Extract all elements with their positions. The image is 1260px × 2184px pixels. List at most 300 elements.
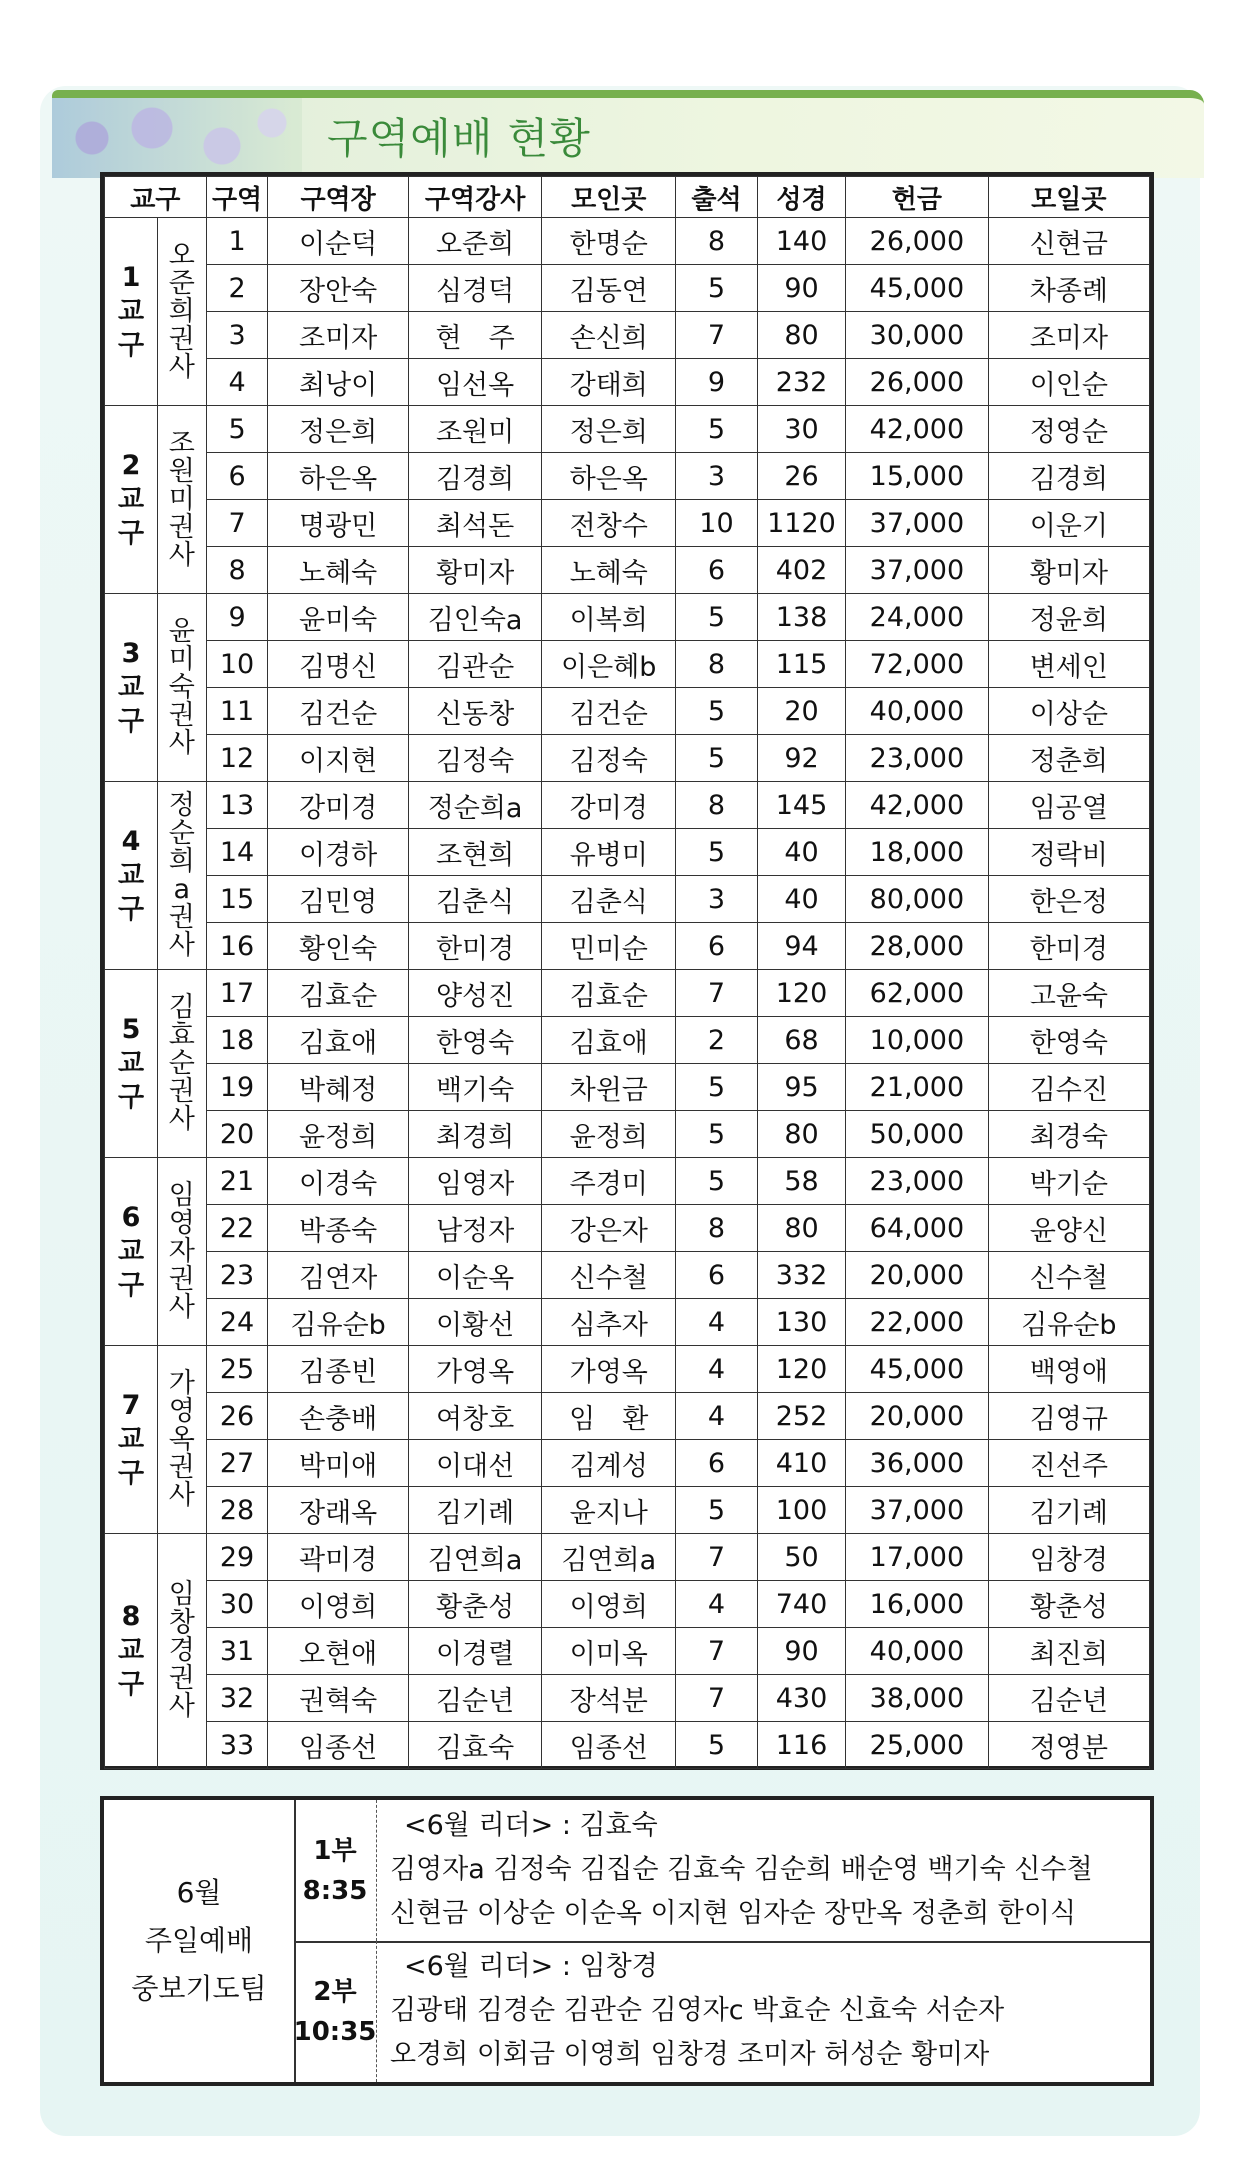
instructor: 황미자 xyxy=(408,547,542,594)
table-row xyxy=(105,782,1150,829)
offering: 62,000 xyxy=(846,970,988,1017)
bible-count: 430 xyxy=(757,1675,845,1722)
offering: 45,000 xyxy=(846,265,988,312)
zone-number: 29 xyxy=(206,1534,268,1581)
table-row xyxy=(105,1581,1150,1628)
attendance: 8 xyxy=(676,218,758,265)
zone-leader: 오현애 xyxy=(268,1628,408,1675)
attendance: 4 xyxy=(676,1346,758,1393)
met-place: 김계성 xyxy=(542,1440,676,1487)
zone-number: 8 xyxy=(206,547,268,594)
zone-number: 24 xyxy=(206,1299,268,1346)
instructor: 조현희 xyxy=(408,829,542,876)
zone-number: 2 xyxy=(206,265,268,312)
header-zone: 구역 xyxy=(206,177,268,218)
next-place: 황춘성 xyxy=(988,1581,1149,1628)
district-leader xyxy=(158,1534,207,1769)
zone-leader: 하은옥 xyxy=(268,453,408,500)
district-leader xyxy=(158,970,207,1158)
table-row xyxy=(105,1158,1150,1205)
district-name-text: 5교구 xyxy=(117,1013,145,1113)
zone-number: 22 xyxy=(206,1205,268,1252)
instructor: 한미경 xyxy=(408,923,542,970)
instructor: 가영옥 xyxy=(408,1346,542,1393)
offering: 23,000 xyxy=(846,1158,988,1205)
table-row xyxy=(105,829,1150,876)
zone-leader: 노혜숙 xyxy=(268,547,408,594)
district-leader-text: 임창경 권사 xyxy=(168,1579,195,1722)
bible-count: 115 xyxy=(757,641,845,688)
zone-leader: 윤정희 xyxy=(268,1111,408,1158)
next-place: 정영순 xyxy=(988,406,1149,453)
next-place: 임창경 xyxy=(988,1534,1149,1581)
zone-number: 3 xyxy=(206,312,268,359)
zone-leader: 권혁숙 xyxy=(268,1675,408,1722)
member-line: 김영자a 김정숙 김집순 김효숙 김순희 배순영 백기숙 신수철 xyxy=(390,1854,1093,1885)
table-row xyxy=(105,312,1150,359)
next-place: 김기례 xyxy=(988,1487,1149,1534)
met-place: 김연희a xyxy=(542,1534,676,1581)
table-row xyxy=(105,970,1150,1017)
zone-number: 17 xyxy=(206,970,268,1017)
member-line: 오경희 이회금 이영희 임창경 조미자 허성순 황미자 xyxy=(390,2039,990,2070)
bible-count: 130 xyxy=(757,1299,845,1346)
next-place: 김영규 xyxy=(988,1393,1149,1440)
table-row xyxy=(105,923,1150,970)
zone-number: 14 xyxy=(206,829,268,876)
label-line: 중보기도팀 xyxy=(131,1972,267,2005)
attendance-table xyxy=(104,176,1150,1769)
table-row xyxy=(105,1440,1150,1487)
service-clock: 10:35 xyxy=(293,2016,377,2047)
district-name xyxy=(105,1534,158,1769)
zone-number: 33 xyxy=(206,1722,268,1769)
next-place: 정춘희 xyxy=(988,735,1149,782)
next-place: 김수진 xyxy=(988,1064,1149,1111)
next-place: 김유순b xyxy=(988,1299,1149,1346)
table-row xyxy=(105,735,1150,782)
bible-count: 140 xyxy=(757,218,845,265)
table-row xyxy=(105,1299,1150,1346)
header-bible: 성경 xyxy=(757,177,845,218)
offering: 18,000 xyxy=(846,829,988,876)
next-place: 신현금 xyxy=(988,218,1149,265)
attendance: 5 xyxy=(676,1064,758,1111)
zone-leader: 박종숙 xyxy=(268,1205,408,1252)
met-place: 강태희 xyxy=(542,359,676,406)
offering: 24,000 xyxy=(846,594,988,641)
attendance: 6 xyxy=(676,923,758,970)
instructor: 김연희a xyxy=(408,1534,542,1581)
met-place: 손신희 xyxy=(542,312,676,359)
zone-leader: 이영희 xyxy=(268,1581,408,1628)
offering: 45,000 xyxy=(846,1346,988,1393)
zone-leader: 임종선 xyxy=(268,1722,408,1769)
district-leader xyxy=(158,406,207,594)
met-place: 하은옥 xyxy=(542,453,676,500)
zone-number: 4 xyxy=(206,359,268,406)
attendance: 3 xyxy=(676,876,758,923)
zone-leader: 장안숙 xyxy=(268,265,408,312)
zone-number: 28 xyxy=(206,1487,268,1534)
attendance: 4 xyxy=(676,1299,758,1346)
bible-count: 138 xyxy=(757,594,845,641)
district-leader-text: 김효순 권사 xyxy=(168,991,195,1135)
table-row xyxy=(105,500,1150,547)
table-row xyxy=(105,1393,1150,1440)
service-leader: <6월 리더> : 김효숙 xyxy=(404,1810,658,1841)
instructor: 심경덕 xyxy=(408,265,542,312)
bible-count: 402 xyxy=(757,547,845,594)
header-offering: 헌금 xyxy=(846,177,988,218)
zone-number: 26 xyxy=(206,1393,268,1440)
table-row xyxy=(105,359,1150,406)
offering: 40,000 xyxy=(846,688,988,735)
district-name-text: 3교구 xyxy=(117,637,145,737)
district-leader-text: 오준희 권사 xyxy=(168,239,195,383)
zone-number: 10 xyxy=(206,641,268,688)
table-row xyxy=(105,1722,1150,1769)
service-time xyxy=(294,1800,377,1941)
met-place: 이복희 xyxy=(542,594,676,641)
table-row xyxy=(105,1111,1150,1158)
offering: 37,000 xyxy=(846,547,988,594)
met-place: 임종선 xyxy=(542,1722,676,1769)
table-row xyxy=(105,1487,1150,1534)
instructor: 임선옥 xyxy=(408,359,542,406)
table-row xyxy=(105,406,1150,453)
bible-count: 50 xyxy=(757,1534,845,1581)
header-next-place: 모일곳 xyxy=(988,177,1149,218)
zone-number: 1 xyxy=(206,218,268,265)
district-name-text: 1교구 xyxy=(117,261,145,361)
service-members xyxy=(390,1945,1142,2077)
zone-number: 18 xyxy=(206,1017,268,1064)
instructor: 김인숙a xyxy=(408,594,542,641)
zone-leader: 김유순b xyxy=(268,1299,408,1346)
met-place: 이영희 xyxy=(542,1581,676,1628)
zone-leader: 이순덕 xyxy=(268,218,408,265)
header-attendance: 출석 xyxy=(676,177,758,218)
next-place: 한영숙 xyxy=(988,1017,1149,1064)
offering: 42,000 xyxy=(846,782,988,829)
offering: 36,000 xyxy=(846,1440,988,1487)
offering: 37,000 xyxy=(846,500,988,547)
bible-count: 92 xyxy=(757,735,845,782)
attendance: 6 xyxy=(676,1252,758,1299)
attendance: 5 xyxy=(676,1158,758,1205)
zone-leader: 김종빈 xyxy=(268,1346,408,1393)
zone-leader: 김건순 xyxy=(268,688,408,735)
district-name xyxy=(105,782,158,970)
instructor: 김관순 xyxy=(408,641,542,688)
zone-leader: 김효애 xyxy=(268,1017,408,1064)
attendance: 9 xyxy=(676,359,758,406)
offering: 15,000 xyxy=(846,453,988,500)
attendance: 5 xyxy=(676,1111,758,1158)
offering: 23,000 xyxy=(846,735,988,782)
title-banner xyxy=(52,90,1204,178)
instructor: 오준희 xyxy=(408,218,542,265)
zone-leader: 명광민 xyxy=(268,500,408,547)
met-place: 가영옥 xyxy=(542,1346,676,1393)
bible-count: 80 xyxy=(757,1205,845,1252)
attendance: 5 xyxy=(676,1722,758,1769)
zone-leader: 조미자 xyxy=(268,312,408,359)
zone-leader: 윤미숙 xyxy=(268,594,408,641)
zone-leader: 이지현 xyxy=(268,735,408,782)
instructor: 정순희a xyxy=(408,782,542,829)
zone-leader: 김효순 xyxy=(268,970,408,1017)
instructor: 현 주 xyxy=(408,312,542,359)
table-row xyxy=(105,1628,1150,1675)
zone-leader: 정은희 xyxy=(268,406,408,453)
zone-leader: 이경하 xyxy=(268,829,408,876)
attendance: 4 xyxy=(676,1581,758,1628)
district-leader-text: 정순희a 권사 xyxy=(168,789,195,961)
instructor: 신동창 xyxy=(408,688,542,735)
district-name-text: 8교구 xyxy=(117,1601,145,1700)
bible-count: 145 xyxy=(757,782,845,829)
attendance: 7 xyxy=(676,1534,758,1581)
met-place: 주경미 xyxy=(542,1158,676,1205)
header-met-place: 모인곳 xyxy=(542,177,676,218)
table-row xyxy=(105,1064,1150,1111)
attendance-table-container xyxy=(100,172,1154,1770)
offering: 10,000 xyxy=(846,1017,988,1064)
next-place: 박기순 xyxy=(988,1158,1149,1205)
offering: 38,000 xyxy=(846,1675,988,1722)
attendance: 5 xyxy=(676,1487,758,1534)
district-leader xyxy=(158,1158,207,1346)
met-place: 김건순 xyxy=(542,688,676,735)
page-title: 구역예배 현황 xyxy=(327,114,591,163)
attendance: 8 xyxy=(676,782,758,829)
instructor: 여창호 xyxy=(408,1393,542,1440)
zone-number: 31 xyxy=(206,1628,268,1675)
next-place: 임공열 xyxy=(988,782,1149,829)
bible-count: 120 xyxy=(757,970,845,1017)
zone-leader: 최낭이 xyxy=(268,359,408,406)
table-row xyxy=(105,1252,1150,1299)
table-row xyxy=(105,1534,1150,1581)
district-leader xyxy=(158,1346,207,1534)
table-header-row xyxy=(105,177,1150,218)
service-part: 1부 xyxy=(313,1835,357,1866)
instructor: 최경희 xyxy=(408,1111,542,1158)
instructor: 김효숙 xyxy=(408,1722,542,1769)
attendance: 6 xyxy=(676,1440,758,1487)
offering: 37,000 xyxy=(846,1487,988,1534)
offering: 40,000 xyxy=(846,1628,988,1675)
next-place: 한미경 xyxy=(988,923,1149,970)
instructor: 김정숙 xyxy=(408,735,542,782)
zone-leader: 황인숙 xyxy=(268,923,408,970)
bible-count: 332 xyxy=(757,1252,845,1299)
offering: 28,000 xyxy=(846,923,988,970)
next-place: 조미자 xyxy=(988,312,1149,359)
attendance: 5 xyxy=(676,829,758,876)
zone-number: 13 xyxy=(206,782,268,829)
prayer-team-label xyxy=(104,1800,296,2082)
zone-leader: 강미경 xyxy=(268,782,408,829)
bible-count: 20 xyxy=(757,688,845,735)
service-members xyxy=(390,1804,1142,1936)
attendance: 5 xyxy=(676,735,758,782)
zone-number: 5 xyxy=(206,406,268,453)
instructor: 양성진 xyxy=(408,970,542,1017)
attendance: 10 xyxy=(676,500,758,547)
next-place: 진선주 xyxy=(988,1440,1149,1487)
bible-count: 26 xyxy=(757,453,845,500)
district-name xyxy=(105,970,158,1158)
next-place: 황미자 xyxy=(988,547,1149,594)
instructor: 임영자 xyxy=(408,1158,542,1205)
attendance: 4 xyxy=(676,1393,758,1440)
instructor: 이대선 xyxy=(408,1440,542,1487)
district-leader xyxy=(158,218,207,406)
bible-count: 232 xyxy=(757,359,845,406)
attendance: 7 xyxy=(676,1628,758,1675)
district-name xyxy=(105,1158,158,1346)
bible-count: 90 xyxy=(757,1628,845,1675)
next-place: 차종례 xyxy=(988,265,1149,312)
met-place: 김동연 xyxy=(542,265,676,312)
district-name xyxy=(105,218,158,406)
zone-leader: 박혜정 xyxy=(268,1064,408,1111)
met-place: 김정숙 xyxy=(542,735,676,782)
district-name-text: 7교구 xyxy=(117,1389,145,1489)
offering: 20,000 xyxy=(846,1252,988,1299)
table-row xyxy=(105,1017,1150,1064)
zone-leader: 이경숙 xyxy=(268,1158,408,1205)
bible-count: 120 xyxy=(757,1346,845,1393)
offering: 25,000 xyxy=(846,1722,988,1769)
zone-number: 27 xyxy=(206,1440,268,1487)
zone-number: 15 xyxy=(206,876,268,923)
bible-count: 90 xyxy=(757,265,845,312)
zone-number: 11 xyxy=(206,688,268,735)
attendance: 5 xyxy=(676,406,758,453)
attendance: 5 xyxy=(676,688,758,735)
district-leader-text: 가영옥 권사 xyxy=(168,1367,195,1511)
zone-number: 30 xyxy=(206,1581,268,1628)
offering: 21,000 xyxy=(846,1064,988,1111)
offering: 26,000 xyxy=(846,359,988,406)
table-row xyxy=(105,688,1150,735)
flower-decoration xyxy=(52,98,302,178)
table-row xyxy=(105,594,1150,641)
table-row xyxy=(105,1675,1150,1722)
met-place: 강은자 xyxy=(542,1205,676,1252)
service-clock: 8:35 xyxy=(302,1875,368,1906)
next-place: 이운기 xyxy=(988,500,1149,547)
met-place: 심추자 xyxy=(542,1299,676,1346)
instructor: 김순년 xyxy=(408,1675,542,1722)
met-place: 정은희 xyxy=(542,406,676,453)
table-row xyxy=(105,641,1150,688)
zone-number: 25 xyxy=(206,1346,268,1393)
next-place: 한은정 xyxy=(988,876,1149,923)
zone-leader: 김명신 xyxy=(268,641,408,688)
next-place: 이상순 xyxy=(988,688,1149,735)
bible-count: 30 xyxy=(757,406,845,453)
met-place: 윤정희 xyxy=(542,1111,676,1158)
bible-count: 40 xyxy=(757,876,845,923)
offering: 64,000 xyxy=(846,1205,988,1252)
attendance: 7 xyxy=(676,312,758,359)
service-leader: <6월 리더> : 임창경 xyxy=(404,1951,658,1982)
met-place: 임 환 xyxy=(542,1393,676,1440)
bible-count: 740 xyxy=(757,1581,845,1628)
met-place: 노혜숙 xyxy=(542,547,676,594)
table-row xyxy=(105,876,1150,923)
bible-count: 100 xyxy=(757,1487,845,1534)
zone-leader: 김민영 xyxy=(268,876,408,923)
zone-leader: 장래옥 xyxy=(268,1487,408,1534)
instructor: 조원미 xyxy=(408,406,542,453)
service-part: 2부 xyxy=(313,1976,357,2007)
district-leader-text: 윤미숙 권사 xyxy=(168,615,195,759)
offering: 80,000 xyxy=(846,876,988,923)
table-row xyxy=(105,1205,1150,1252)
next-place: 정영분 xyxy=(988,1722,1149,1769)
met-place: 윤지나 xyxy=(542,1487,676,1534)
instructor: 황춘성 xyxy=(408,1581,542,1628)
district-name-text: 6교구 xyxy=(117,1201,145,1301)
table-row xyxy=(105,265,1150,312)
district-name-text: 2교구 xyxy=(117,449,145,549)
district-name xyxy=(105,594,158,782)
attendance: 7 xyxy=(676,1675,758,1722)
met-place: 유병미 xyxy=(542,829,676,876)
next-place: 윤양신 xyxy=(988,1205,1149,1252)
met-place: 김춘식 xyxy=(542,876,676,923)
instructor: 백기숙 xyxy=(408,1064,542,1111)
next-place: 최경숙 xyxy=(988,1111,1149,1158)
offering: 22,000 xyxy=(846,1299,988,1346)
zone-number: 19 xyxy=(206,1064,268,1111)
bible-count: 95 xyxy=(757,1064,845,1111)
table-row xyxy=(105,218,1150,265)
met-place: 신수철 xyxy=(542,1252,676,1299)
offering: 17,000 xyxy=(846,1534,988,1581)
met-place: 장석분 xyxy=(542,1675,676,1722)
bible-count: 1120 xyxy=(757,500,845,547)
instructor: 이경렬 xyxy=(408,1628,542,1675)
met-place: 김효애 xyxy=(542,1017,676,1064)
attendance: 7 xyxy=(676,970,758,1017)
zone-number: 9 xyxy=(206,594,268,641)
label-line: 주일예배 xyxy=(144,1924,254,1957)
table-row xyxy=(105,1346,1150,1393)
bible-count: 68 xyxy=(757,1017,845,1064)
member-line: 신현금 이상순 이순옥 이지현 임자순 장만옥 정춘희 한이식 xyxy=(390,1898,1077,1929)
instructor: 남정자 xyxy=(408,1205,542,1252)
attendance: 5 xyxy=(676,265,758,312)
instructor: 한영숙 xyxy=(408,1017,542,1064)
next-place: 변세인 xyxy=(988,641,1149,688)
zone-number: 23 xyxy=(206,1252,268,1299)
offering: 30,000 xyxy=(846,312,988,359)
zone-number: 20 xyxy=(206,1111,268,1158)
bible-count: 40 xyxy=(757,829,845,876)
next-place: 이인순 xyxy=(988,359,1149,406)
attendance: 5 xyxy=(676,594,758,641)
district-name-text: 4교구 xyxy=(117,825,145,925)
bible-count: 252 xyxy=(757,1393,845,1440)
next-place: 고윤숙 xyxy=(988,970,1149,1017)
